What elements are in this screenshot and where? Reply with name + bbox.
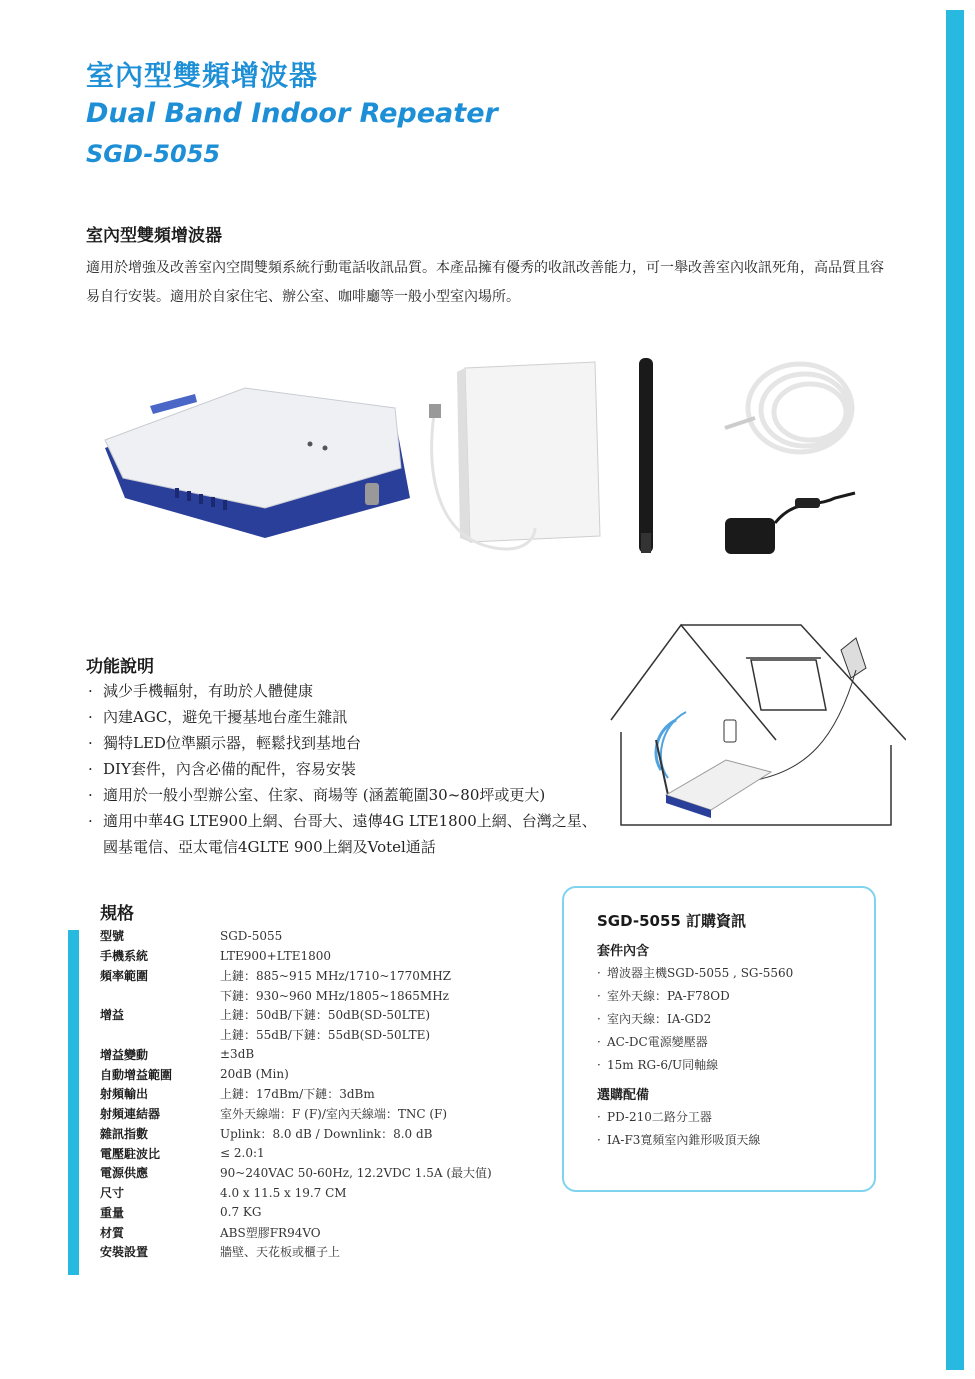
spec-key: 型號	[100, 929, 125, 944]
table-row	[100, 1163, 492, 1183]
feature-item: · 內建AGC，避免干擾基地台產生雜訊	[86, 704, 606, 730]
spec-value: Uplink：8.0 dB / Downlink：8.0 dB	[220, 1126, 433, 1141]
kit-list	[597, 962, 793, 1077]
spec-value: ±3dB	[220, 1047, 255, 1062]
repeater-unit-image	[105, 388, 410, 538]
spec-key: 電壓駐波比	[100, 1146, 161, 1161]
spec-key: 手機系統	[100, 949, 149, 964]
spec-key: 電源供應	[100, 1166, 149, 1181]
right-accent-bar	[946, 10, 964, 1370]
outdoor-antenna-image	[639, 358, 653, 553]
kit-heading: 套件內含	[597, 944, 650, 959]
spec-value: 上鏈：885~915 MHz/1710~1770MHZ	[220, 968, 452, 983]
spec-key: 射頻連結器	[100, 1107, 161, 1122]
spec-value: 下鏈：930~960 MHz/1805~1865MHz	[220, 988, 450, 1003]
spec-key: 尺寸	[100, 1186, 125, 1201]
spec-key: 自動增益範圍	[100, 1067, 173, 1082]
specs-accent-bar	[68, 930, 79, 1275]
list-item: · 增波器主機SGD-5055 , SG-5560	[597, 962, 793, 985]
table-row	[100, 1104, 492, 1124]
spec-value: ≤ 2.0:1	[220, 1146, 265, 1161]
product-illustration	[95, 348, 865, 568]
spec-value: 上鏈：55dB/下鏈：55dB(SD-50LTE)	[220, 1028, 431, 1043]
table-row	[100, 1222, 492, 1242]
specs-table	[100, 926, 492, 1262]
spec-key: 頻率範圍	[100, 968, 149, 983]
spec-value: 90~240VAC 50-60Hz, 12.2VDC 1.5A (最大值)	[220, 1166, 492, 1181]
spec-key: 增益變動	[100, 1047, 149, 1062]
table-row	[100, 1064, 492, 1084]
feature-item: · 適用於一般小型辦公室、住家、商場等 (涵蓋範圍30~80坪或更大)	[86, 782, 606, 808]
installation-house-diagram	[606, 620, 906, 845]
spec-value: 上鏈：50dB/下鏈：50dB(SD-50LTE)	[220, 1008, 431, 1023]
spec-key: 材質	[100, 1225, 125, 1240]
spec-value: 20dB (Min)	[220, 1067, 289, 1082]
table-row	[100, 1005, 492, 1025]
table-row	[100, 1242, 492, 1262]
list-item: · 15m RG-6/U同軸線	[597, 1054, 793, 1077]
table-row	[100, 1025, 492, 1045]
optional-list	[597, 1106, 760, 1152]
spec-key	[100, 985, 220, 1005]
specs-heading: 規格	[100, 904, 134, 924]
spec-value: 室外天線端：F (F)/室內天線端：TNC (F)	[220, 1107, 448, 1122]
list-item: · 室內天線：IA-GD2	[597, 1008, 793, 1031]
indoor-antenna-image	[429, 362, 600, 549]
list-item: · IA-F3寬頻室內錐形吸頂天線	[597, 1129, 760, 1152]
table-row	[100, 966, 492, 986]
intro-text: 適用於增強及改善室內空間雙頻系統行動電話收訊品質。本產品擁有優秀的收訊改善能力，可一舉改善室內收訊死角，高品質且容易自行安裝。適用於自家住宅、辦公室、咖啡廳等一般小型室內場所。	[86, 260, 884, 305]
coax-cable-image	[725, 364, 852, 452]
list-item: · PD-210二路分工器	[597, 1106, 760, 1129]
spec-key: 射頻輸出	[100, 1087, 149, 1102]
title-english: Dual Band Indoor Repeater	[86, 98, 498, 129]
table-row	[100, 1084, 492, 1104]
features-heading: 功能說明	[86, 657, 154, 677]
table-row	[100, 1143, 492, 1163]
table-row	[100, 946, 492, 966]
intro-heading: 室內型雙頻增波器	[86, 226, 222, 246]
power-adapter-image	[725, 493, 855, 554]
page-header	[86, 58, 498, 174]
feature-item: · 適用中華4G LTE900上網、台哥大、遠傳4G LTE1800上網、台灣之星、國基電信、亞太電信4GLTE 900上網及Votel通話	[86, 808, 606, 860]
order-title: SGD-5055 訂購資訊	[597, 912, 747, 930]
features-list	[86, 678, 606, 860]
feature-item: · 減少手機輻射，有助於人體健康	[86, 678, 606, 704]
spec-key: 雜訊指數	[100, 1126, 149, 1141]
model-number: SGD-5055	[86, 140, 221, 168]
table-row	[100, 985, 492, 1005]
spec-value: SGD-5055	[220, 928, 283, 943]
spec-value: 4.0 x 11.5 x 19.7 CM	[220, 1185, 347, 1200]
spec-value: LTE900+LTE1800	[220, 948, 332, 963]
feature-item: · DIY套件，內含必備的配件，容易安裝	[86, 756, 606, 782]
order-info-box	[562, 886, 876, 1192]
table-row	[100, 926, 492, 946]
optional-heading: 選購配備	[597, 1088, 650, 1103]
spec-key	[100, 1025, 220, 1045]
list-item: · 室外天線：PA-F78OD	[597, 985, 793, 1008]
list-item: · AC-DC電源變壓器	[597, 1031, 793, 1054]
table-row	[100, 1045, 492, 1065]
spec-value: 上鏈：17dBm/下鏈：3dBm	[220, 1087, 375, 1102]
spec-value: ABS塑膠FR94VO	[220, 1225, 321, 1240]
spec-key: 增益	[100, 1008, 125, 1023]
table-row	[100, 1183, 492, 1203]
spec-value: 0.7 KG	[220, 1205, 262, 1220]
feature-item: · 獨特LED位準顯示器，輕鬆找到基地台	[86, 730, 606, 756]
spec-value: 牆壁、天花板或櫃子上	[220, 1245, 341, 1260]
spec-key: 重量	[100, 1205, 125, 1220]
title-chinese: 室內型雙頻增波器	[86, 59, 319, 92]
table-row	[100, 1203, 492, 1223]
table-row	[100, 1124, 492, 1144]
spec-key: 安裝設置	[100, 1245, 149, 1260]
